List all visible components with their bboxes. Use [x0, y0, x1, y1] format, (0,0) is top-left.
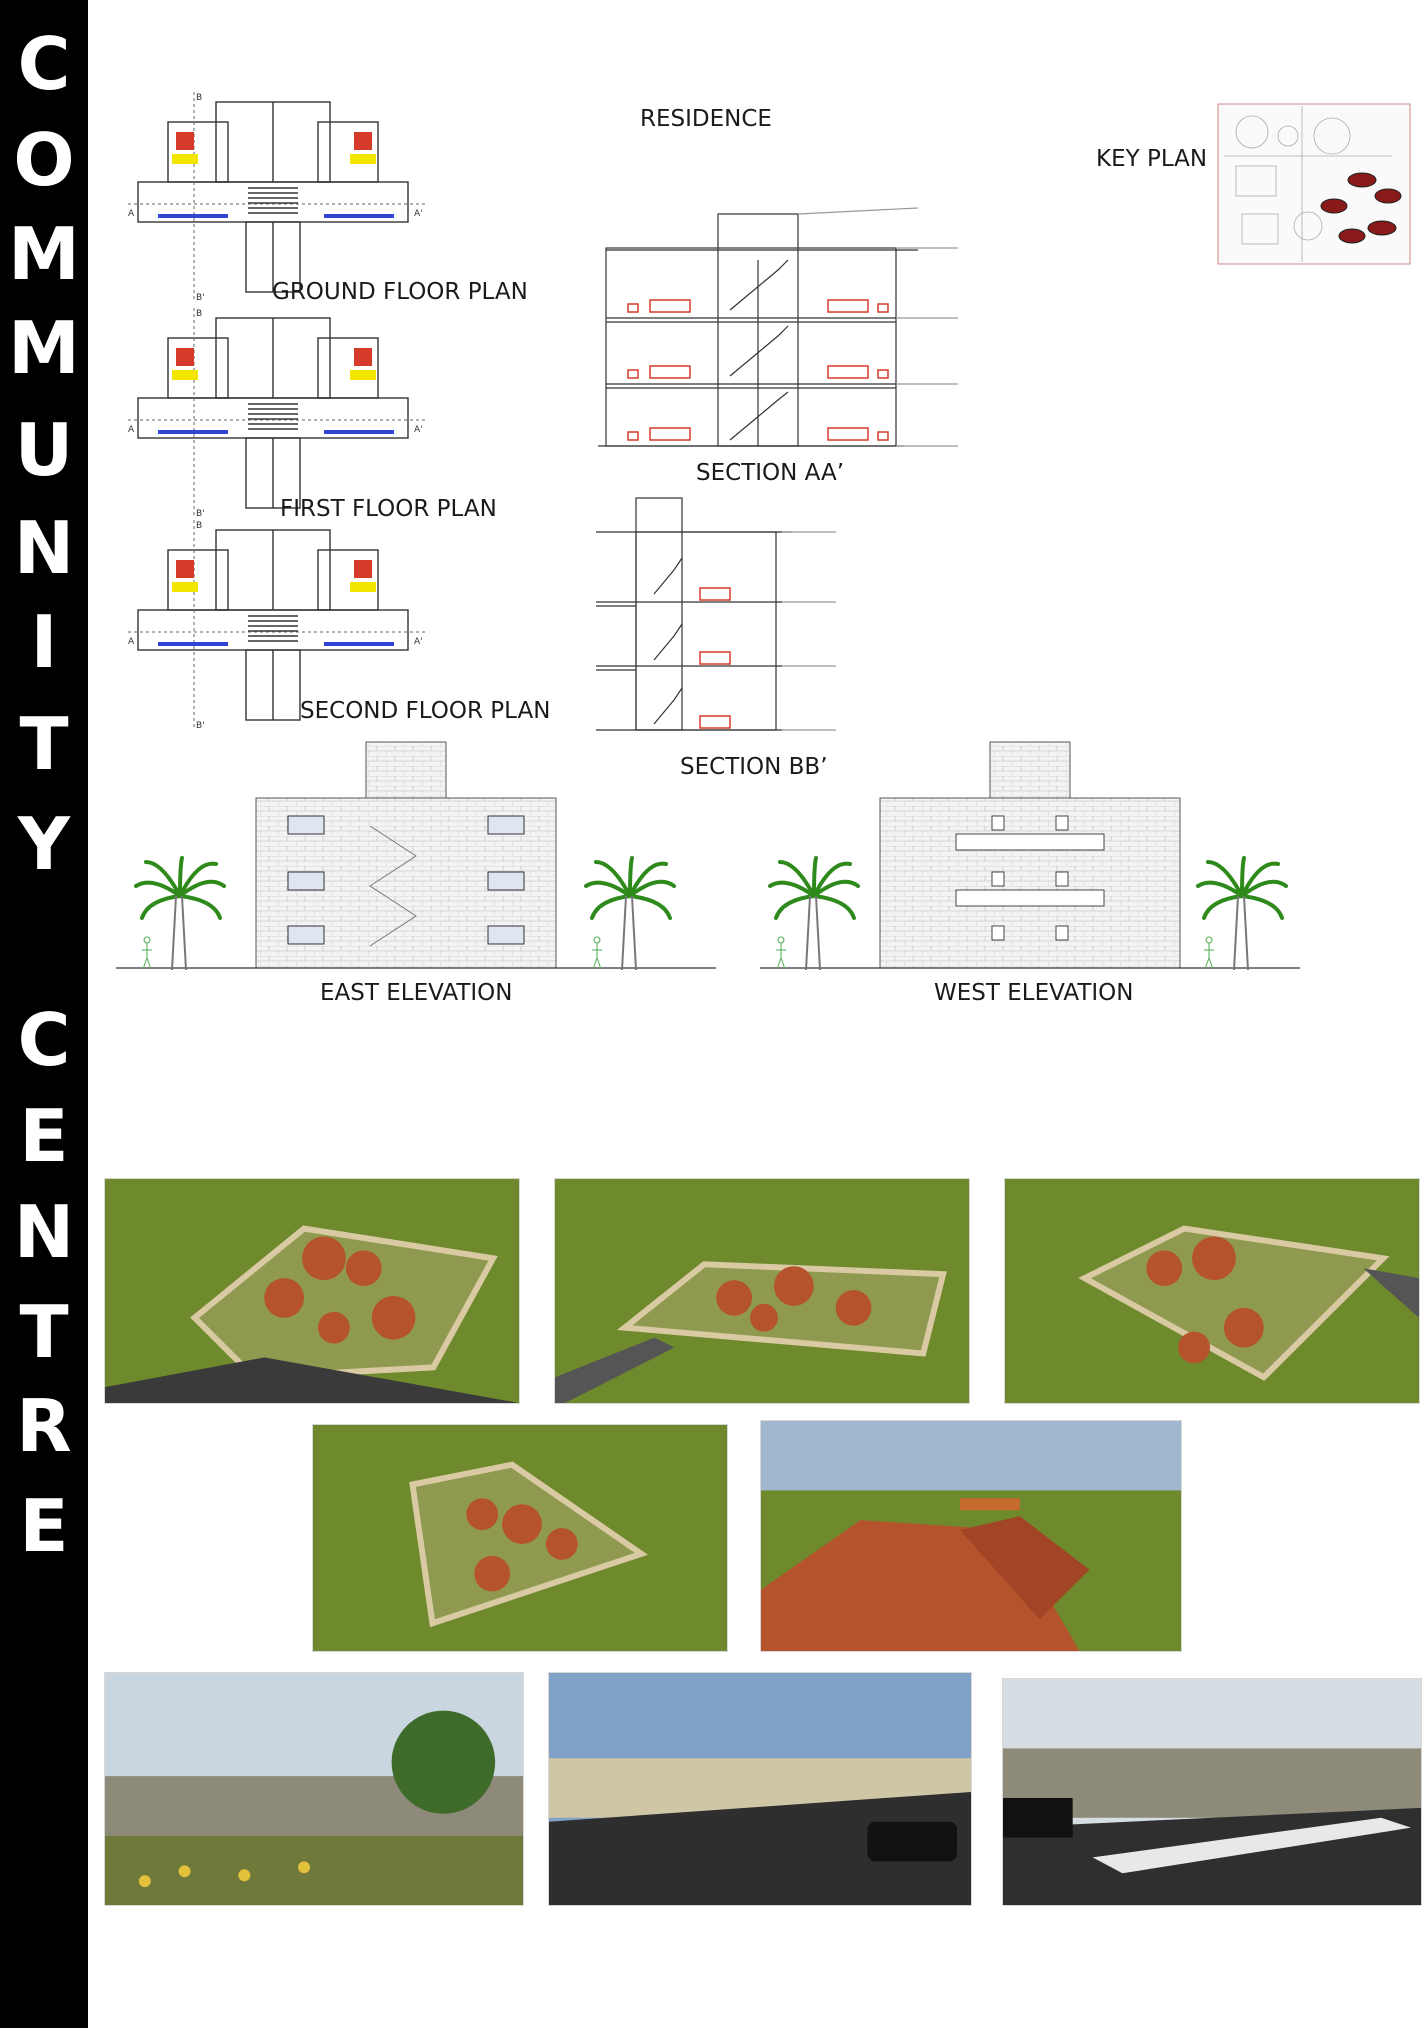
furniture-accent	[350, 154, 376, 164]
furniture-accent	[172, 370, 198, 380]
human-figure-icon	[1202, 936, 1216, 970]
furniture-accent	[172, 154, 198, 164]
human-figure-icon	[774, 936, 788, 970]
eye-level-render-car-parking	[548, 1672, 972, 1906]
bed-furniture	[354, 560, 372, 578]
section-mark-b: B	[196, 93, 203, 103]
section-mark-b-prime: B'	[196, 509, 205, 519]
section-mark-b: B	[196, 521, 203, 531]
section-aa-drawing	[598, 200, 1018, 462]
section-mark-a-prime: A'	[414, 637, 423, 647]
sidebar-letter: N	[13, 506, 75, 590]
sidebar-letter: Y	[17, 802, 71, 886]
sidebar-letter: E	[19, 1094, 69, 1178]
eye-level-render-bicycle-parking-2	[1002, 1678, 1422, 1906]
ground-floor-plan-drawing	[128, 92, 428, 302]
sidebar-title-banner	[0, 0, 88, 2028]
window-marker	[324, 214, 394, 218]
aerial-render-4	[312, 1424, 728, 1652]
furniture-accent	[172, 582, 198, 592]
east-elevation-title: EAST ELEVATION	[320, 980, 513, 1006]
window-marker	[158, 642, 228, 646]
bed-furniture	[354, 348, 372, 366]
sidebar-letter: M	[8, 306, 80, 390]
sidebar-letter: E	[19, 1484, 69, 1568]
bed-furniture	[176, 132, 194, 150]
sidebar-letter: T	[19, 702, 69, 786]
sidebar-letter: R	[16, 1384, 72, 1468]
first-floor-plan-title: FIRST FLOOR PLAN	[280, 496, 497, 522]
human-figure-icon	[590, 936, 604, 970]
furniture-accent	[350, 582, 376, 592]
sidebar-letter: O	[13, 118, 75, 202]
window-marker	[158, 214, 228, 218]
window-marker	[324, 430, 394, 434]
bed-furniture	[176, 348, 194, 366]
aerial-render-2	[554, 1178, 970, 1404]
residence-title: RESIDENCE	[640, 106, 772, 132]
section-mark-b: B	[196, 309, 203, 319]
sidebar-letter: I	[30, 600, 58, 684]
aerial-render-3	[1004, 1178, 1420, 1404]
furniture-accent	[350, 370, 376, 380]
bed-furniture	[354, 132, 372, 150]
key-plan-title: KEY PLAN	[1096, 146, 1208, 172]
window-marker	[158, 430, 228, 434]
eye-level-render-bicycle-parking-1	[104, 1672, 524, 1906]
second-floor-plan-title: SECOND FLOOR PLAN	[300, 698, 551, 724]
bed-furniture	[176, 560, 194, 578]
section-mark-a-prime: A'	[414, 209, 423, 219]
sidebar-letter: U	[14, 408, 74, 492]
sidebar-letter: M	[8, 212, 80, 296]
section-mark-a: A	[128, 425, 135, 435]
west-elevation-title: WEST ELEVATION	[934, 980, 1134, 1006]
section-mark-a: A	[128, 209, 135, 219]
section-aa-title: SECTION AA’	[696, 460, 845, 486]
aerial-render-1	[104, 1178, 520, 1404]
section-mark-a: A	[128, 637, 135, 647]
first-floor-plan-drawing	[128, 308, 428, 518]
sidebar-letter: T	[19, 1290, 69, 1374]
section-bb-drawing	[596, 490, 896, 740]
sidebar-letter: C	[17, 998, 71, 1082]
section-mark-a-prime: A'	[414, 425, 423, 435]
section-mark-b-prime: B'	[196, 721, 205, 731]
section-mark-b-prime: B'	[196, 293, 205, 303]
sidebar-letter: C	[17, 22, 71, 106]
sidebar-letter: N	[13, 1190, 75, 1274]
section-bb-title: SECTION BB’	[680, 754, 828, 780]
aerial-render-5	[760, 1420, 1182, 1652]
key-plan-drawing	[1212, 96, 1416, 272]
window-marker	[324, 642, 394, 646]
human-figure-icon	[140, 936, 154, 970]
ground-floor-plan-title: GROUND FLOOR PLAN	[272, 279, 528, 305]
